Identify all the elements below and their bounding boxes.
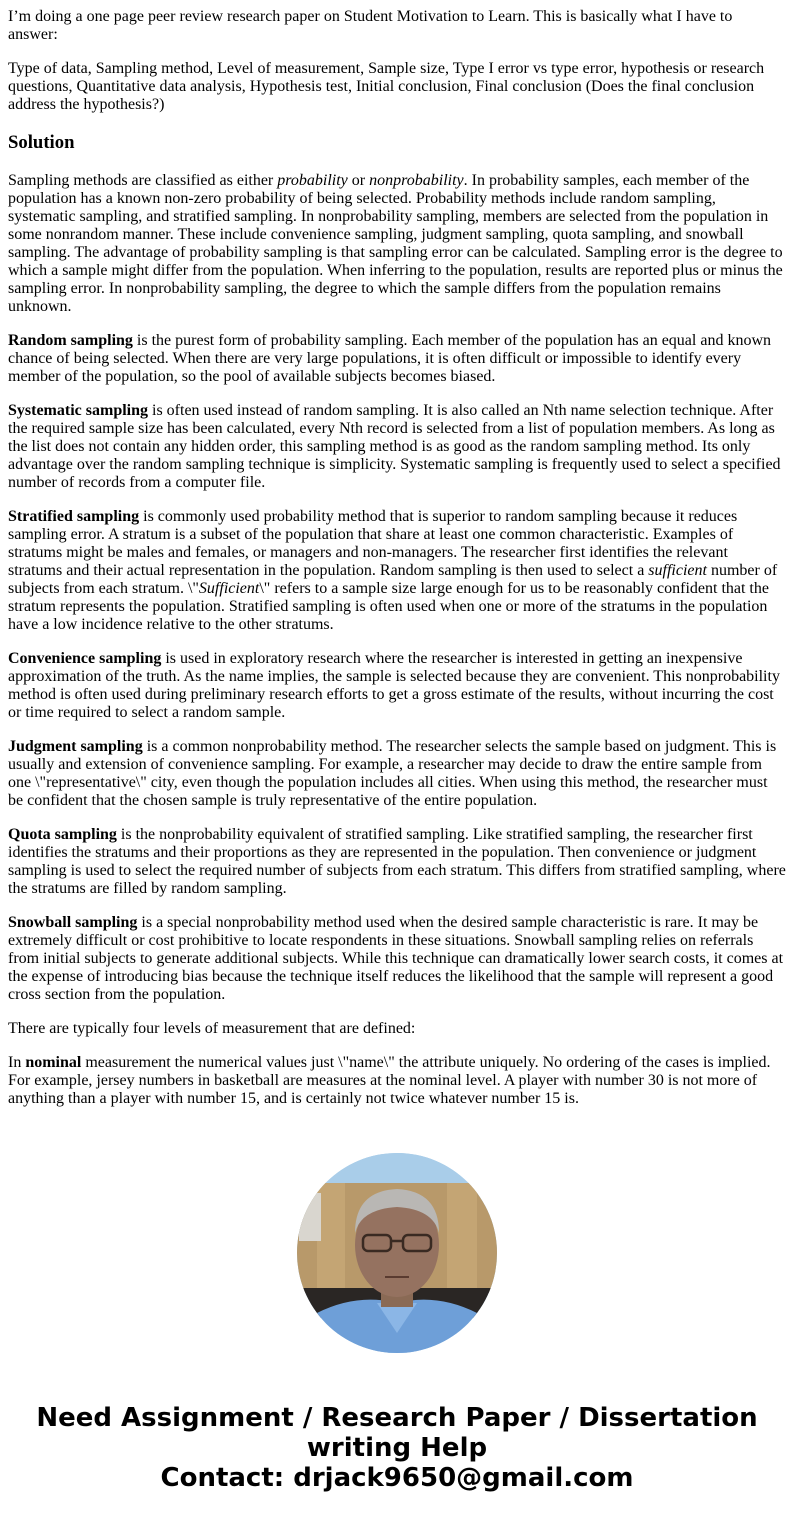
nominal-paragraph — [8, 1054, 786, 1108]
term-systematic-sampling: Systematic sampling — [8, 402, 148, 419]
levels-intro-paragraph: There are typically four levels of measurement that are defined: — [8, 1020, 416, 1037]
text: number of subjects from each stratum. \" — [8, 562, 778, 597]
solution-heading: Solution — [8, 132, 75, 153]
term-nominal: nominal — [25, 1054, 82, 1071]
term-stratified-sampling: Stratified sampling — [8, 508, 140, 525]
promo-line-1: Need Assignment / Research Paper / Dissertation — [36, 1403, 758, 1433]
text: is commonly used probability method that is superior to random sampling because it reduces sampling error. A stratum is a subset of the population that share at least one common characteristic. Examples of stratums might be males and females, or managers and non-managers. The researcher first identifies the relevant stratums and their actual representation in the population. Random sampling is then used to select a — [8, 508, 738, 579]
systematic-sampling-paragraph — [8, 402, 786, 492]
promo-contact: Contact: drjack9650@gmail.com — [160, 1463, 634, 1493]
emphasis-sufficient: sufficient — [648, 562, 707, 579]
quota-sampling-paragraph — [8, 826, 786, 898]
question-requirements: Type of data, Sampling method, Level of measurement, Sample size, Type I error vs type error, hypothesis or research questions, Quantitative data analysis, Hypothesis test, Initial conclusion, Final conclusion (Does the final conclusion address the hypothesis?) — [8, 60, 765, 113]
emphasis-nonprobability: nonprobability — [369, 172, 464, 189]
text: is a special nonprobability method used when the desired sample characteristic is rare. It may be extremely difficult or cost prohibitive to locate respondents in these situations. Snowball sampling relies on referrals from initial subjects to generate additional subjects. While this technique can dramatically lower search costs, it comes at the expense of introducing bias because the technique itself reduces the likelihood that the sample will represent a good cross section from the population. — [8, 914, 784, 1003]
sampling-intro-paragraph — [8, 172, 786, 316]
text: In — [8, 1054, 26, 1071]
term-quota-sampling: Quota sampling — [8, 826, 117, 843]
random-sampling-paragraph — [8, 332, 786, 386]
text: Sampling methods are classified as either — [8, 172, 278, 189]
text: is the nonprobability equivalent of stratified sampling. Like stratified sampling, the researcher first identifies the stratums and their proportions as they are represented in the population. Then convenience or judgment sampling is used to select the required number of subjects from each stratum. This differs from stratified sampling, where the stratums are filled by random sampling. — [8, 826, 786, 897]
avatar-photo — [297, 1153, 497, 1353]
text: is often used instead of random sampling. It is also called an Nth name selection technique. After the required sample size has been calculated, every Nth record is selected from a list of population members. As long as the list does not contain any hidden order, this sampling method is as good as the random sampling method. Its only advantage over the random sampling technique is simplicity. Systematic sampling is frequently used to select a specified number of records from a computer file. — [8, 402, 781, 491]
term-judgment-sampling: Judgment sampling — [8, 738, 143, 755]
tutor-avatar — [297, 1153, 497, 1353]
term-snowball-sampling: Snowball sampling — [8, 914, 138, 931]
snowball-sampling-paragraph — [8, 914, 786, 1004]
text: . In probability samples, each member of the population has a known non-zero probability of being selected. Probability methods include random sampling, systematic sampling, and stratified sampling. In nonprobability sampling, members are selected from the population in some nonrandom manner. These include convenience sampling, judgment sampling, quota sampling, and snowball sampling. The advantage of probability sampling is that sampling error can be calculated. Sampling error is the degree to which a sample might differ from the population. When inferring to the population, results are reported plus or minus the sampling error. In nonprobability sampling, the degree to which the sample differs from the population remains unknown. — [8, 172, 783, 315]
term-convenience-sampling: Convenience sampling — [8, 650, 162, 667]
text: \" refers to a sample size large enough for us to be reasonably confident that the stratum represents the population. Stratified sampling is often used when one or more of the stratums in the population have a low incidence relative to the other stratums. — [8, 580, 769, 633]
judgment-sampling-paragraph — [8, 738, 786, 810]
promo-banner — [0, 1403, 794, 1493]
text: measurement the numerical values just \"name\" the attribute uniquely. No ordering of the cases is implied. For example, jersey numbers in basketball are measures at the nominal level. A player with number 30 is not more of anything than a player with number 15, and is certainly not twice whatever number 15 is. — [8, 1054, 771, 1107]
text: is used in exploratory research where the researcher is interested in getting an inexpensive approximation of the truth. As the name implies, the sample is selected because they are convenient. This nonprobability method is often used during preliminary research efforts to get a gross estimate of the results, without incurring the cost or time required to select a random sample. — [8, 650, 780, 721]
question-intro: I’m doing a one page peer review research paper on Student Motivation to Learn. This is basically what I have to answer: — [8, 8, 733, 43]
term-random-sampling: Random sampling — [8, 332, 133, 349]
person-photo-icon — [297, 1153, 497, 1353]
emphasis-probability: probability — [277, 172, 348, 189]
text: is a common nonprobability method. The researcher selects the sample based on judgment. This is usually and extension of convenience sampling. For example, a researcher may decide to draw the entire sample from one \"representative\" city, even though the population includes all cities. When using this method, the researcher must be confident that the chosen sample is truly representative of the entire population. — [8, 738, 777, 809]
emphasis-sufficient-quoted: Sufficient — [198, 580, 260, 597]
convenience-sampling-paragraph — [8, 650, 786, 722]
text: is the purest form of probability sampling. Each member of the population has an equal and known chance of being selected. When there are very large populations, it is often difficult or impossible to identify every member of the population, so the pool of available subjects becomes biased. — [8, 332, 771, 385]
stratified-sampling-paragraph — [8, 508, 786, 634]
promo-line-2: writing Help — [306, 1433, 488, 1463]
text: or — [347, 172, 370, 189]
